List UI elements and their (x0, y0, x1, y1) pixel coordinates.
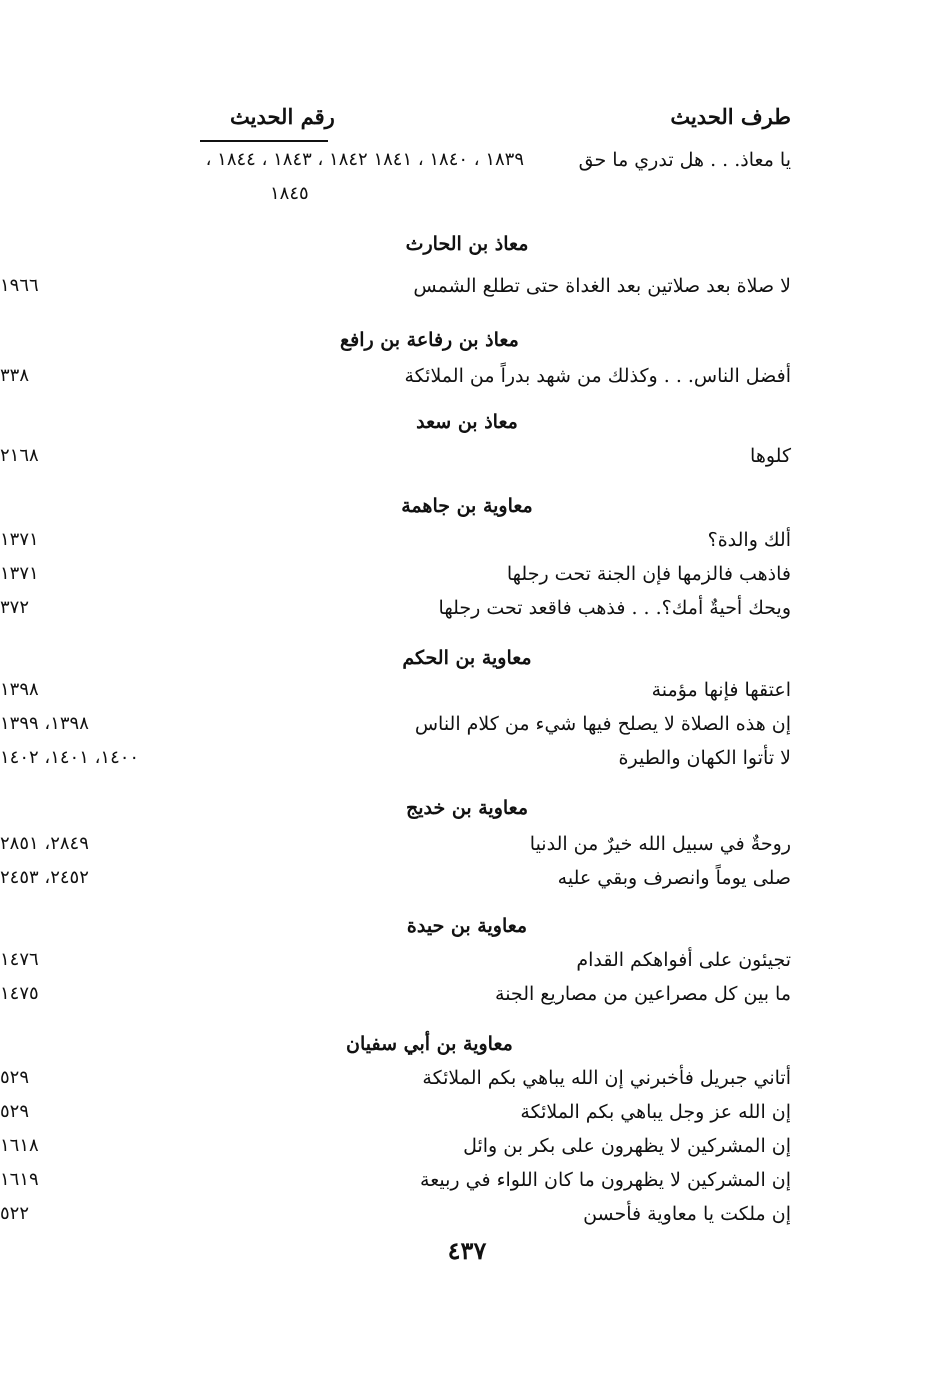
hadith-number: ٥٢٢ (0, 1203, 30, 1224)
hadith-number: ٢٨٤٩، ٢٨٥١ (0, 833, 89, 854)
hadith-number: ١٤٧٥ (0, 983, 39, 1004)
list-item (0, 944, 934, 976)
hadith-number: ١٦١٩ (0, 1169, 39, 1190)
hadith-text: أتاني جبريل فأخبرني إن الله يباهي بكم الملائكة (422, 1067, 791, 1089)
hadith-text: إن هذه الصلاة لا يصلح فيها شيء من كلام الناس (414, 713, 791, 735)
list-item (0, 592, 934, 624)
hadith-text: يا معاذ. . . هل تدري ما حق (578, 149, 791, 171)
list-item (0, 862, 934, 894)
hadith-text: لا صلاة بعد صلاتين بعد الغداة حتى تطلع الشمس (413, 275, 791, 297)
list-item (0, 1164, 934, 1196)
hadith-number: ١٩٦٦ (0, 275, 39, 296)
hadith-text: إن المشركين لا يظهرون على بكر بن وائل (463, 1135, 791, 1157)
hadith-number: ١٨٣٩ ، ١٨٤٠ ، ١٨٤١ ١٨٤٢ ، ١٨٤٣ ، ١٨٤٤ ، (205, 149, 524, 170)
list-item (0, 828, 934, 860)
hadith-number: ٢١٦٨ (0, 445, 39, 466)
list-item (0, 178, 934, 210)
hadith-number: ٥٢٩ (0, 1067, 30, 1088)
list-item (0, 1198, 934, 1230)
list-item (0, 524, 934, 556)
hadith-number: ١٦١٨ (0, 1135, 39, 1156)
hadith-text: صلى يوماً وانصرف وبقي عليه (557, 867, 791, 889)
hadith-text: ما بين كل مصراعين من مصاريع الجنة (495, 983, 791, 1005)
page-number: ٤٣٧ (447, 1236, 487, 1265)
hadith-text: إن ملكت يا معاوية فأحسن (583, 1203, 791, 1225)
hadith-text: إن المشركين لا يظهرون ما كان اللواء في ربيعة (420, 1169, 791, 1191)
header-text-column: طرف الحديث (670, 104, 791, 129)
hadith-number: ٥٢٩ (0, 1101, 30, 1122)
section-title: معاوية بن الحكم (402, 647, 532, 669)
header-underline (200, 140, 328, 142)
hadith-text: إن الله عز وجل يباهي بكم الملائكة (520, 1101, 791, 1123)
hadith-text: ويحك أحيةٌ أمك؟. . . فذهب فاقعد تحت رجلها (438, 597, 791, 619)
hadith-text: ألك والدة؟ (707, 529, 791, 551)
section-title: معاذ بن رفاعة بن رافع (340, 329, 519, 351)
hadith-text: تجيئون على أفواهكم القدام (576, 949, 791, 971)
hadith-number: ١٣٧١ (0, 529, 39, 550)
list-item (0, 1062, 934, 1094)
header-number-column: رقم الحديث (230, 104, 335, 129)
section-title: معاذ بن سعد (416, 411, 518, 433)
hadith-text: فاذهب فالزمها فإن الجنة تحت رجلها (506, 563, 791, 585)
list-item (0, 558, 934, 590)
list-item (0, 742, 934, 774)
list-item (0, 270, 934, 302)
hadith-number: ١٤٧٦ (0, 949, 39, 970)
hadith-number: ١٨٤٥ (270, 183, 309, 204)
hadith-number: ١٣٩٨، ١٣٩٩ (0, 713, 89, 734)
list-item (0, 1130, 934, 1162)
list-item (0, 144, 934, 176)
hadith-text: أفضل الناس. . . وكذلك من شهد بدراً من الملائكة (404, 365, 791, 387)
section-title: معاذ بن الحارث (405, 233, 529, 255)
hadith-text: لا تأتوا الكهان والطيرة (618, 747, 791, 769)
list-item (0, 708, 934, 740)
hadith-number: ٣٧٢ (0, 597, 30, 618)
hadith-text: روحةٌ في سبيل الله خيرٌ من الدنيا (529, 833, 791, 855)
hadith-number: ٣٣٨ (0, 365, 30, 386)
hadith-number: ١٣٧١ (0, 563, 39, 584)
list-item (0, 1096, 934, 1128)
section-title: معاوية بن أبي سفيان (346, 1033, 513, 1055)
hadith-number: ١٣٩٨ (0, 679, 39, 700)
list-item (0, 360, 934, 392)
hadith-number: ١٤٠٠، ١٤٠١، ١٤٠٢ (0, 747, 140, 768)
hadith-text: كلوها (750, 445, 791, 467)
hadith-number: ٢٤٥٢، ٢٤٥٣ (0, 867, 89, 888)
section-title: معاوية بن جاهمة (401, 495, 533, 517)
section-title: معاوية بن حيدة (406, 915, 528, 937)
list-item (0, 674, 934, 706)
list-item (0, 440, 934, 472)
hadith-text: اعتقها فإنها مؤمنة (651, 679, 791, 701)
list-item (0, 978, 934, 1010)
section-title: معاوية بن خديج (405, 797, 529, 819)
